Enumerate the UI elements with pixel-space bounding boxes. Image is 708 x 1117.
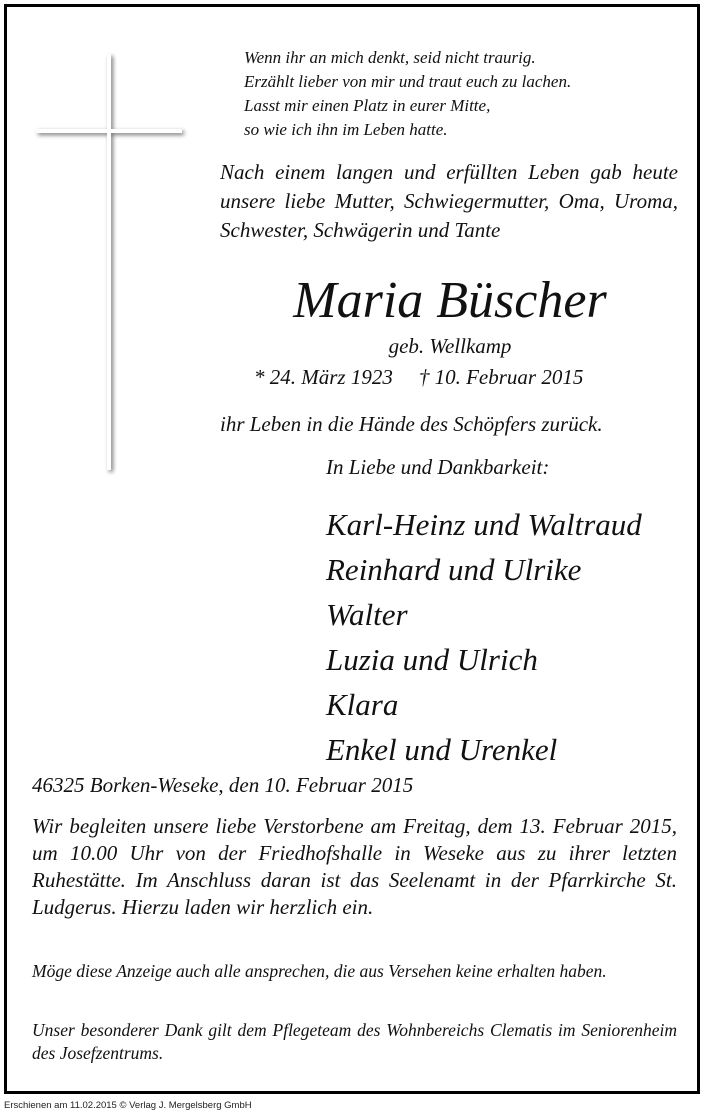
- return-text: ihr Leben in die Hände des Schöpfers zurück.: [220, 412, 603, 436]
- publication-footer: Erschienen am 11.02.2015 © Verlag J. Mergelsberg GmbH: [4, 1100, 252, 1111]
- note-thanks: Unser besonderer Dank gilt dem Pflegeteam des Wohnbereichs Clematis im Seniorenheim des Josefzentrums.: [32, 1020, 677, 1063]
- cross-icon: [30, 50, 200, 480]
- family-member: Klara: [326, 687, 399, 722]
- family-member: Walter: [326, 597, 408, 632]
- poem-line: Wenn ihr an mich denkt, seid nicht traurig.: [244, 48, 536, 67]
- funeral-text: Wir begleiten unsere liebe Verstorbene am Freitag, dem 13. Februar 2015, um 10.00 Uhr von der Friedhofshalle in Weseke aus zu ihrer letzten Ruhestätte. Im Anschluss daran ist das Seelenamt in der Pfarrkirche St. Ludgerus. Hierzu laden wir herzlich ein.: [32, 814, 677, 919]
- family-member: Reinhard und Ulrike: [326, 552, 582, 587]
- love-line: In Liebe und Dankbarkeit:: [326, 455, 550, 479]
- poem-line: Lasst mir einen Platz in eurer Mitte,: [244, 96, 491, 115]
- deceased-name: Maria Büscher: [293, 272, 607, 329]
- note-missed: Möge diese Anzeige auch alle ansprechen, die aus Versehen keine erhalten haben.: [32, 961, 607, 981]
- death-date: † 10. Februar 2015: [418, 365, 584, 389]
- family-member: Luzia und Ulrich: [326, 642, 538, 677]
- place-date: 46325 Borken-Weseke, den 10. Februar 2015: [32, 773, 414, 797]
- birth-date: * 24. März 1923: [254, 365, 393, 389]
- poem-line: Erzählt lieber von mir und traut euch zu lachen.: [244, 72, 572, 91]
- intro-text: Nach einem langen und erfüllten Leben gab heute unsere liebe Mutter, Schwiegermutter, Oma, Uroma, Schwester, Schwägerin und Tante: [220, 160, 678, 242]
- maiden-name: geb. Wellkamp: [388, 334, 512, 358]
- poem: [244, 46, 571, 142]
- family-member: Karl-Heinz und Waltraud: [326, 507, 642, 542]
- family-list: [326, 502, 642, 772]
- family-member: Enkel und Urenkel: [326, 732, 558, 767]
- poem-line: so wie ich ihn im Leben hatte.: [244, 120, 448, 139]
- life-dates: [254, 365, 583, 390]
